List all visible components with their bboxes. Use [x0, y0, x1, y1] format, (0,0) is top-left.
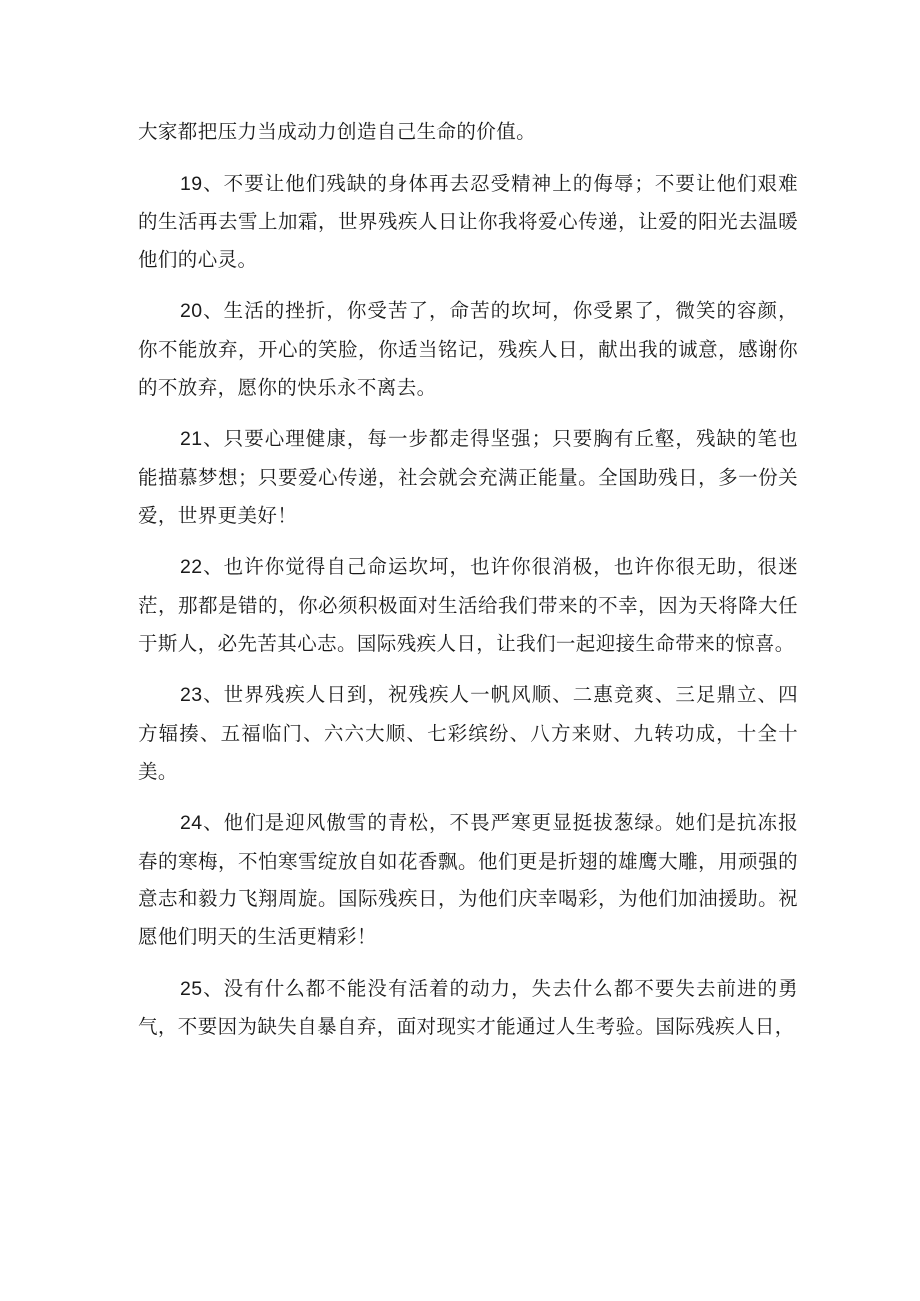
- paragraph-text: 、没有什么都不能没有活着的动力，失去什么都不要失去前进的勇气，不要因为缺失自暴自弃，面对现实才能通过人生考验。国际残疾人日，: [138, 976, 798, 1039]
- paragraph-number: 21: [180, 428, 203, 451]
- paragraph-24: [138, 804, 798, 956]
- paragraph-23: [138, 676, 798, 790]
- paragraph-text: 、他们是迎风傲雪的青松，不畏严寒更显挺拔葱绿。她们是抗冻报春的寒梅，不怕寒雪绽放自如花香飘。他们更是折翅的雄鹰大雕，用顽强的意志和毅力飞翔周旋。国际残疾日，为他们庆幸喝彩，为他们加油援助。祝愿他们明天的生活更精彩！: [138, 811, 798, 949]
- paragraph-21: [138, 420, 798, 534]
- paragraph-text: 、不要让他们残缺的身体再去忍受精神上的侮辱；不要让他们艰难的生活再去雪上加霜，世界残疾人日让你我将爱心传递，让爱的阳光去温暖他们的心灵。: [138, 171, 798, 271]
- paragraph-text: 、世界残疾人日到，祝残疾人一帆风顺、二惠竞爽、三足鼎立、四方辐揍、五福临门、六六大顺、七彩缤纷、八方来财、九转功成，十全十美。: [138, 683, 798, 783]
- paragraph-text: 、也许你觉得自己命运坎坷，也许你很消极，也许你很无助，很迷茫，那都是错的，你必须积极面对生活给我们带来的不幸，因为天将降大任于斯人，必先苦其心志。国际残疾人日，让我们一起迎接生命带来的惊喜。: [138, 555, 798, 655]
- paragraph-text: 大家都把压力当成动力创造自己生命的价值。: [138, 120, 537, 143]
- paragraph-22: [138, 548, 798, 662]
- paragraph-number: 23: [180, 684, 203, 707]
- paragraph-number: 22: [180, 556, 203, 579]
- document-body: [138, 113, 798, 1060]
- paragraph-continuation: [138, 113, 798, 151]
- paragraph-19: [138, 165, 798, 279]
- paragraph-text: 、生活的挫折，你受苦了，命苦的坎坷，你受累了，微笑的容颜，你不能放弃，开心的笑脸，你适当铭记，残疾人日，献出我的诚意，感谢你的不放弃，愿你的快乐永不离去。: [138, 299, 798, 399]
- paragraph-number: 20: [180, 300, 203, 323]
- paragraph-number: 24: [180, 812, 203, 835]
- paragraph-number: 19: [180, 172, 203, 195]
- paragraph-number: 25: [180, 977, 203, 1000]
- paragraph-20: [138, 292, 798, 406]
- paragraph-text: 、只要心理健康，每一步都走得坚强；只要胸有丘壑，残缺的笔也能描慕梦想；只要爱心传递，社会就会充满正能量。全国助残日，多一份关爱，世界更美好！: [138, 427, 798, 527]
- paragraph-25: [138, 970, 798, 1046]
